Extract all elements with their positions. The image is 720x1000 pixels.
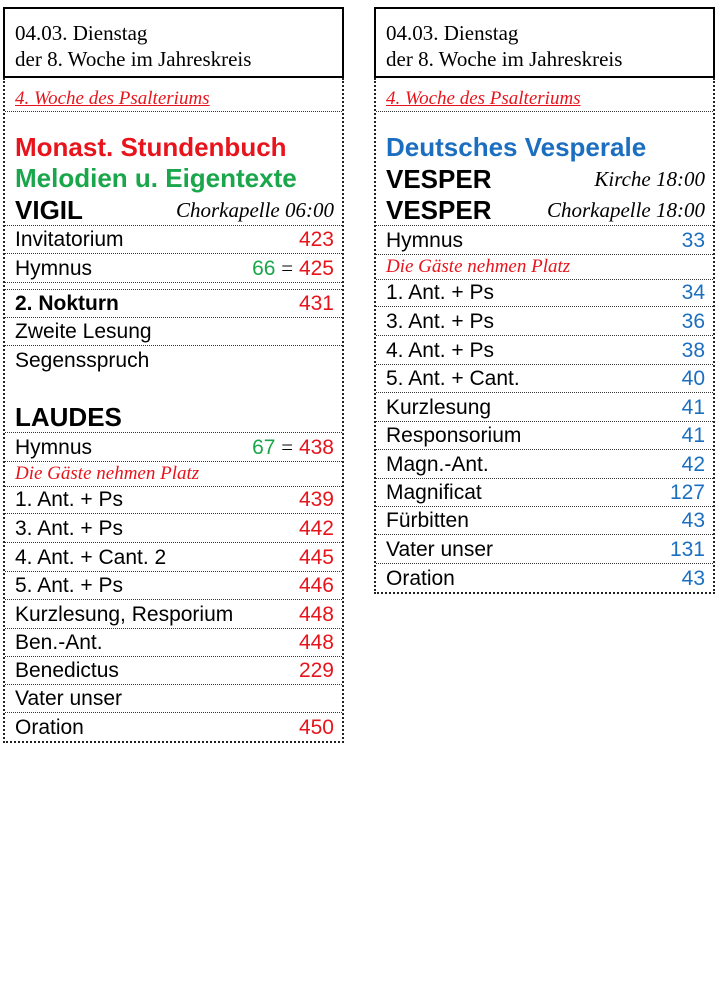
date-line: 04.03. Dienstag: [386, 21, 519, 45]
psalter-week: 4. Woche des Psalteriums: [376, 78, 713, 112]
vigil-title: VIGIL: [15, 195, 83, 225]
guests-note: Die Gäste nehmen Platz: [386, 256, 571, 277]
list-item: Magnificat 127: [376, 479, 713, 507]
alt-number: 66: [252, 257, 276, 280]
list-item: Zweite Lesung: [5, 318, 342, 346]
list-item: Magn.-Ant. 42: [376, 450, 713, 479]
list-item: Oration 450: [15, 716, 334, 739]
list-item: Hymnus 67 = 438: [5, 433, 342, 462]
list-item: Invitatorium 423: [5, 226, 342, 254]
vesper-title: VESPER: [386, 195, 492, 225]
week-line: der 8. Woche im Jahreskreis: [386, 47, 623, 71]
list-item: Fürbitten 43: [376, 507, 713, 535]
list-item: Hymnus 33: [376, 226, 713, 255]
list-item: 5. Ant. + Ps 446: [5, 572, 342, 600]
left-body: [3, 78, 344, 743]
list-item: Hymnus 66 = 425: [5, 254, 342, 283]
list-item: 3. Ant. + Ps 442: [5, 514, 342, 543]
vesper-place: Kirche 18:00: [594, 167, 705, 191]
right-body: [374, 78, 715, 594]
vesper-heading-church: [376, 163, 713, 194]
equals-sign: =: [281, 435, 294, 459]
list-item: Benedictus 229: [5, 657, 342, 685]
equals-sign: =: [281, 256, 294, 280]
list-item: Kurzlesung 41: [376, 393, 713, 422]
laudes-title: LAUDES: [15, 402, 122, 432]
date-line: 04.03. Dienstag: [15, 21, 148, 45]
list-item: 3. Ant. + Ps 36: [376, 307, 713, 336]
left-panel: [3, 7, 344, 743]
book-subtitle: Melodien u. Eigentexte: [15, 163, 297, 193]
list-item: 1. Ant. + Ps 439: [5, 486, 342, 514]
date-header: [374, 7, 715, 78]
psalter-week: 4. Woche des Psalteriums: [5, 78, 342, 112]
book-title: Deutsches Vesperale: [386, 132, 647, 162]
list-item: Vater unser 131: [376, 535, 713, 564]
list-item: 4. Ant. + Cant. 2 445: [5, 543, 342, 572]
vesper-heading-chapel: [376, 194, 713, 225]
list-item: 4. Ant. + Ps 38: [376, 336, 713, 365]
guests-note: Die Gäste nehmen Platz: [15, 463, 200, 484]
right-panel: [374, 7, 715, 594]
list-item: Kurzlesung, Resporium 448: [5, 600, 342, 629]
list-item: 5. Ant. + Cant. 40: [376, 365, 713, 393]
laudes-heading: [5, 400, 342, 432]
book-title: Monast. Stundenbuch: [15, 132, 287, 162]
date-header: [3, 7, 344, 78]
list-item: Segensspruch: [15, 349, 150, 372]
list-item: Oration 43: [386, 567, 705, 590]
vigil-place: Chorkapelle 06:00: [175, 198, 334, 222]
list-item: Ben.-Ant. 448: [5, 629, 342, 657]
list-item: 1. Ant. + Ps 34: [376, 279, 713, 307]
list-item: Responsorium 41: [376, 422, 713, 450]
week-line: der 8. Woche im Jahreskreis: [15, 47, 252, 71]
vesper-place: Chorkapelle 18:00: [546, 198, 705, 222]
list-item: 2. Nokturn 431: [5, 290, 342, 318]
alt-number: 67: [252, 436, 276, 459]
list-item: Vater unser: [5, 685, 342, 713]
vigil-heading: [5, 194, 342, 225]
vesper-title: VESPER: [386, 164, 492, 194]
